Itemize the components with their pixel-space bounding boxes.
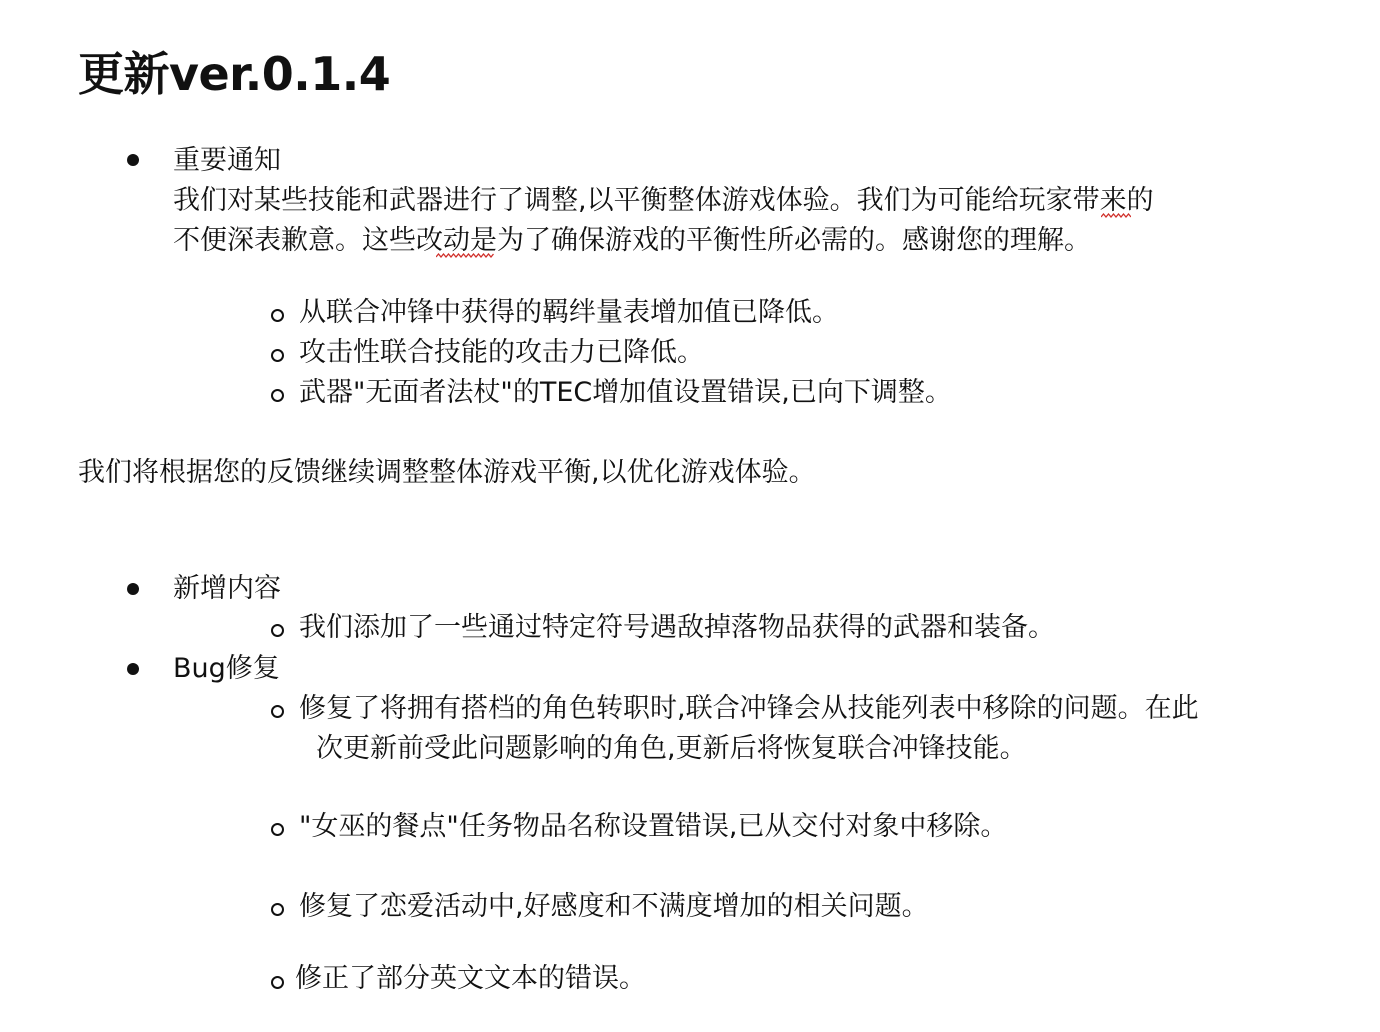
bugfix-item-1-line-1: 修复了将拥有搭档的角色转职时,联合冲锋会从技能列表中移除的问题。在此 bbox=[299, 693, 1199, 724]
new-content-heading: 新增内容 bbox=[173, 573, 281, 604]
notice-body-line-2: 不便深表歉意。这些改动是为了确保游戏的平衡性所必需的。感谢您的理解。 bbox=[173, 225, 1091, 256]
sub-bullet-circle bbox=[271, 389, 284, 402]
notice-item: 从联合冲锋中获得的羁绊量表增加值已降低。 bbox=[299, 297, 839, 328]
sub-bullet-circle bbox=[271, 624, 284, 637]
notice-body-line-1: 我们对某些技能和武器进行了调整,以平衡整体游戏体验。我们为可能给玩家带来的 bbox=[173, 185, 1154, 216]
bullet-dot bbox=[127, 663, 139, 675]
sub-bullet-circle bbox=[271, 705, 284, 718]
sub-bullet-circle bbox=[271, 903, 284, 916]
sub-bullet-circle bbox=[271, 823, 284, 836]
bugfix-item-3: 修复了恋爱活动中,好感度和不满度增加的相关问题。 bbox=[299, 891, 929, 922]
new-content-item: 我们添加了一些通过特定符号遇敌掉落物品获得的武器和装备。 bbox=[299, 612, 1055, 643]
sub-bullet-circle bbox=[271, 309, 284, 322]
notice-item: 攻击性联合技能的攻击力已降低。 bbox=[299, 337, 704, 368]
bullet-dot bbox=[127, 154, 139, 166]
closing-note: 我们将根据您的反馈继续调整整体游戏平衡,以优化游戏体验。 bbox=[78, 457, 816, 488]
page-title: 更新ver.0.1.4 bbox=[78, 47, 391, 101]
bullet-dot bbox=[127, 583, 139, 595]
sub-bullet-circle bbox=[271, 349, 284, 362]
sub-bullet-circle bbox=[271, 976, 284, 989]
bugfix-item-2: "女巫的餐点"任务物品名称设置错误,已从交付对象中移除。 bbox=[299, 811, 1008, 842]
bugfix-heading: Bug修复 bbox=[173, 653, 280, 684]
notice-item: 武器"无面者法杖"的TEC增加值设置错误,已向下调整。 bbox=[299, 377, 952, 408]
notice-heading: 重要通知 bbox=[173, 145, 281, 176]
bugfix-item-4: 修正了部分英文文本的错误。 bbox=[295, 963, 646, 994]
bugfix-item-1-line-2: 次更新前受此问题影响的角色,更新后将恢复联合冲锋技能。 bbox=[316, 733, 1027, 764]
